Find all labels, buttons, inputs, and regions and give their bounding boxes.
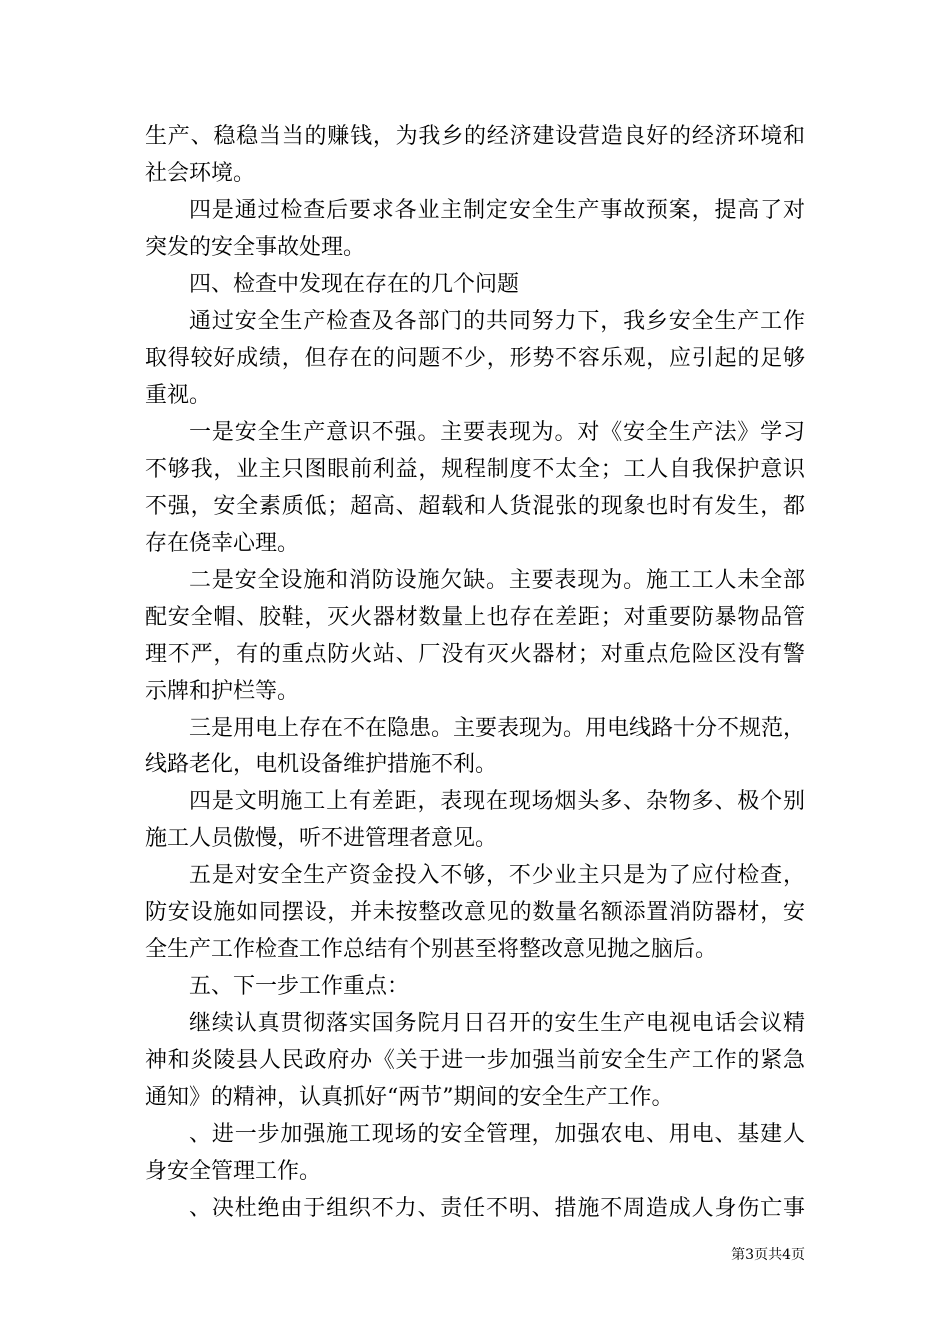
text-line: 四是文明施工上有差距，表现在现场烟头多、杂物多、极个别 [189,789,805,815]
text-line: 生产、稳稳当当的赚钱，为我乡的经济建设营造良好的经济环境和 [145,124,805,149]
page-number: 第3页共4页 [731,1247,805,1263]
text-line: 四是通过检查后要求各业主制定安全生产事故预案，提高了对 [189,197,805,223]
text-line: 神和炎陵县人民政府办《关于进一步加强当前安全生产工作的紧急 [145,1048,805,1074]
text-line: 三是用电上存在不在隐患。主要表现为。用电线路十分不规范， [189,715,805,741]
text-line: 全生产工作检查工作总结有个别甚至将整改意见抛之脑后。 [145,937,718,963]
text-line: 继续认真贯彻落实国务院月日召开的安生生产电视电话会议精 [189,1011,805,1037]
text-line: 通过安全生产检查及各部门的共同努力下，我乡安全生产工作 [189,308,805,334]
text-line: 理不严，有的重点防火站、厂没有灭火器材；对重点危险区没有警 [145,641,805,667]
text-line: 存在侥幸心理。 [145,530,300,556]
text-line: 线路老化，电机设备维护措施不利。 [145,752,498,778]
text-line: 不强，安全素质低；超高、超载和人货混张的现象也时有发生，都 [145,493,805,519]
text-line: 通知》的精神，认真抓好“两节”期间的安全生产工作。 [145,1085,674,1111]
text-line: 取得较好成绩，但存在的问题不少，形势不容乐观，应引起的足够 [145,345,805,371]
text-line: 配安全帽、胶鞋，灭火器材数量上也存在差距；对重要防暴物品管 [145,604,805,630]
text-line: 防安设施如同摆设，并未按整改意见的数量名额添置消防器材，安 [145,900,805,926]
text-line: 一是安全生产意识不强。主要表现为。对《安全生产法》学习 [189,419,805,445]
text-line: 突发的安全事故处理。 [145,234,366,260]
text-line: 二是安全设施和消防设施欠缺。主要表现为。施工工人未全部 [189,567,805,593]
text-line: 社会环境。 [145,160,256,186]
text-line: 五是对安全生产资金投入不够，不少业主只是为了应付检查， [189,863,805,889]
document-body [145,119,805,1228]
text-line: 施工人员傲慢，听不进管理者意见。 [145,826,498,852]
text-line: 不够我，业主只图眼前利益，规程制度不太全；工人自我保护意识 [145,456,805,482]
text-line: 、进一步加强施工现场的安全管理，加强农电、用电、基建人 [189,1122,805,1148]
text-line: 身安全管理工作。 [145,1159,322,1185]
text-line: 四、检查中发现在存在的几个问题 [189,271,520,297]
text-line: 重视。 [145,382,212,408]
text-line: 示牌和护栏等。 [145,678,300,704]
text-line: 、决杜绝由于组织不力、责任不明、措施不周造成人身伤亡事 [189,1196,805,1222]
text-line: 五、下一步工作重点： [189,974,410,1000]
